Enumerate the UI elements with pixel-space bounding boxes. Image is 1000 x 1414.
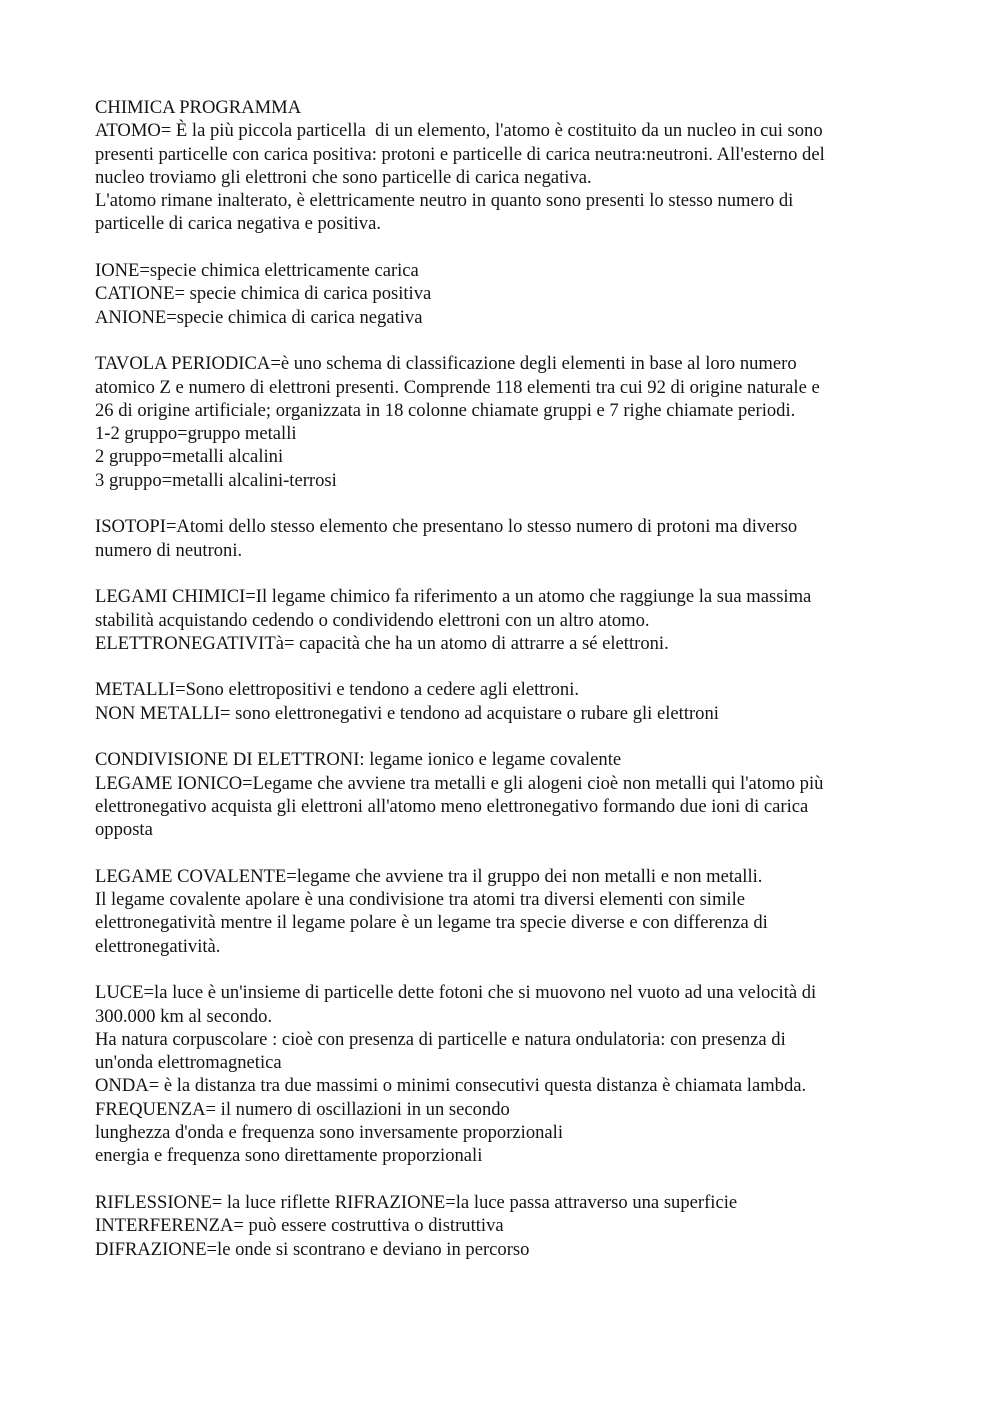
text-line: 1-2 gruppo=gruppo metalli bbox=[95, 423, 297, 445]
text-line: stabilità acquistando cedendo o condividendo elettroni con un altro atomo. bbox=[95, 609, 650, 631]
text-line: 2 gruppo=metalli alcalini bbox=[95, 446, 284, 468]
text-line: elettronegatività. bbox=[95, 935, 221, 957]
text-line: CONDIVISIONE DI ELETTRONI: legame ionico e legame covalente bbox=[95, 749, 622, 771]
section-atomo bbox=[95, 119, 905, 235]
text-line: ONDA= è la distanza tra due massimi o minimi consecutivi questa distanza è chiamata lambda. bbox=[95, 1075, 807, 1097]
text-line: particelle di carica negativa e positiva. bbox=[95, 213, 381, 235]
text-line: opposta bbox=[95, 819, 153, 841]
paragraph-gap bbox=[95, 842, 905, 865]
text-line: 26 di origine artificiale; organizzata in 18 colonne chiamate gruppi e 7 righe chiamate periodi. bbox=[95, 399, 796, 421]
text-line: LEGAME COVALENTE=legame che avviene tra il gruppo dei non metalli e non metalli. bbox=[95, 865, 763, 887]
text-line: ISOTOPI=Atomi dello stesso elemento che presentano lo stesso numero di protoni ma diverso bbox=[95, 516, 798, 538]
text-line: ANIONE=specie chimica di carica negativa bbox=[95, 306, 423, 328]
text-line: LEGAMI CHIMICI=Il legame chimico fa riferimento a un atomo che raggiunge la sua massima bbox=[95, 586, 812, 608]
paragraph-gap bbox=[95, 1168, 905, 1191]
text-line: NON METALLI= sono elettronegativi e tendono ad acquistare o rubare gli elettroni bbox=[95, 702, 719, 724]
section-metalli bbox=[95, 678, 905, 725]
section-isotopi bbox=[95, 515, 905, 562]
text-line: energia e frequenza sono direttamente proporzionali bbox=[95, 1145, 483, 1167]
text-line: DIFRAZIONE=le onde si scontrano e deviano in percorso bbox=[95, 1238, 530, 1260]
text-line: Il legame covalente apolare è una condivisione tra atomi tra diversi elementi con simile bbox=[95, 889, 746, 911]
text-line: nucleo troviamo gli elettroni che sono particelle di carica negativa. bbox=[95, 166, 592, 188]
text-line: FREQUENZA= il numero di oscillazioni in un secondo bbox=[95, 1098, 510, 1120]
paragraph-gap bbox=[95, 236, 905, 259]
paragraph-gap bbox=[95, 958, 905, 981]
text-line: un'onda elettromagnetica bbox=[95, 1052, 282, 1074]
document-title: CHIMICA PROGRAMMA bbox=[95, 97, 302, 118]
text-line: 3 gruppo=metalli alcalini-terrosi bbox=[95, 469, 337, 491]
text-line: 300.000 km al secondo. bbox=[95, 1005, 273, 1027]
text-line: INTERFERENZA= può essere costruttiva o distruttiva bbox=[95, 1215, 504, 1237]
text-line: METALLI=Sono elettropositivi e tendono a cedere agli elettroni. bbox=[95, 679, 580, 701]
section-tavola-periodica bbox=[95, 352, 905, 492]
text-line: ATOMO= È la più piccola particella di un elemento, l'atomo è costituito da un nucleo in cui sono bbox=[95, 120, 823, 142]
section-ioni bbox=[95, 259, 905, 329]
text-line: CATIONE= specie chimica di carica positiva bbox=[95, 283, 432, 305]
section-fenomeni-ottici bbox=[95, 1191, 905, 1261]
text-line: elettronegatività mentre il legame polare è un legame tra specie diverse e con differenza di bbox=[95, 912, 768, 934]
document-body bbox=[95, 119, 905, 1261]
text-line: lunghezza d'onda e frequenza sono inversamente proporzionali bbox=[95, 1122, 564, 1144]
text-line: elettronegativo acquista gli elettroni all'atomo meno elettronegativo formando due ioni di carica bbox=[95, 795, 809, 817]
text-line: L'atomo rimane inalterato, è elettricamente neutro in quanto sono presenti lo stesso numero di bbox=[95, 190, 794, 212]
paragraph-gap bbox=[95, 655, 905, 678]
paragraph-gap bbox=[95, 492, 905, 515]
paragraph-gap bbox=[95, 329, 905, 352]
text-line: atomico Z e numero di elettroni presenti. Comprende 118 elementi tra cui 92 di origine naturale e bbox=[95, 376, 820, 398]
text-line: numero di neutroni. bbox=[95, 539, 243, 561]
text-line: RIFLESSIONE= la luce riflette RIFRAZIONE=la luce passa attraverso una superficie bbox=[95, 1191, 738, 1213]
text-line: ELETTRONEGATIVITà= capacità che ha un atomo di attrarre a sé elettroni. bbox=[95, 632, 669, 654]
text-line: Ha natura corpuscolare : cioè con presenza di particelle e natura ondulatoria: con presenza di bbox=[95, 1028, 786, 1050]
section-legame-covalente bbox=[95, 865, 905, 958]
text-line: LEGAME IONICO=Legame che avviene tra metalli e gli alogeni cioè non metalli qui l'atomo più bbox=[95, 772, 824, 794]
text-line: IONE=specie chimica elettricamente carica bbox=[95, 260, 419, 282]
document-page bbox=[95, 96, 905, 1261]
section-luce bbox=[95, 981, 905, 1167]
paragraph-gap bbox=[95, 562, 905, 585]
text-line: TAVOLA PERIODICA=è uno schema di classificazione degli elementi in base al loro numero bbox=[95, 353, 797, 375]
section-legame-ionico bbox=[95, 748, 905, 841]
text-line: presenti particelle con carica positiva: protoni e particelle di carica neutra:neutroni. All'esterno del bbox=[95, 143, 825, 165]
paragraph-gap bbox=[95, 725, 905, 748]
text-line: LUCE=la luce è un'insieme di particelle dette fotoni che si muovono nel vuoto ad una velocità di bbox=[95, 982, 817, 1004]
section-legami-chimici bbox=[95, 585, 905, 655]
